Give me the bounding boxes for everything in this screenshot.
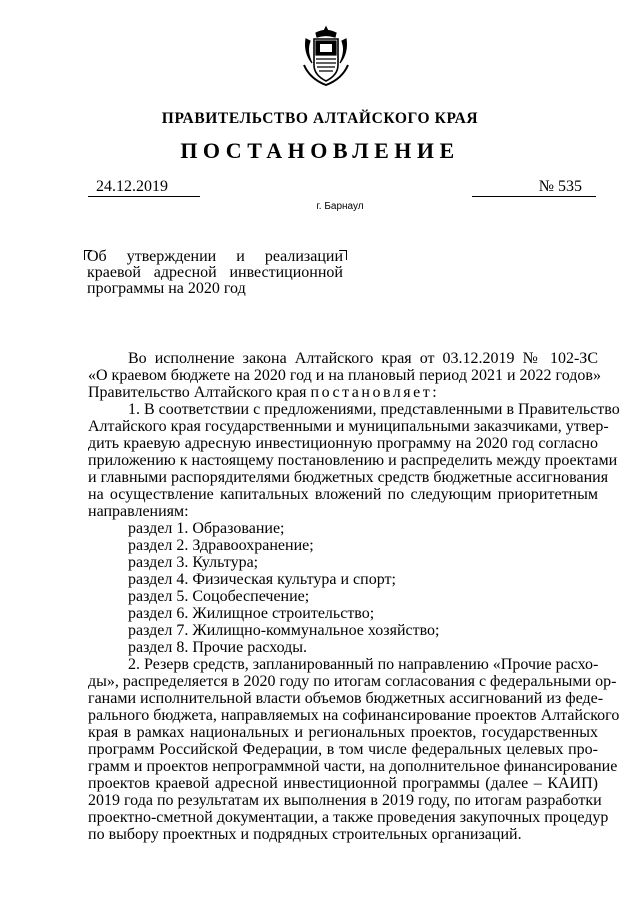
body-line: рального бюджета, направляемых на софинансирование проектов Алтайского bbox=[88, 707, 620, 724]
body-line: приложению к настоящему постановлению и распределить между проектами bbox=[88, 452, 618, 469]
section-item: раздел 4. Физическая культура и спорт; bbox=[128, 571, 396, 588]
subject-line: Об утверждении и реализации bbox=[87, 248, 344, 265]
coat-of-arms-emblem bbox=[302, 25, 350, 87]
body-line: грамм и проектов непрограммной части, на дополнительное финансирование bbox=[88, 758, 618, 775]
body-line: Правительство Алтайского края постановляет: bbox=[88, 384, 440, 401]
section-item: раздел 8. Прочие расходы. bbox=[128, 639, 308, 656]
subject-corner-left bbox=[84, 250, 92, 260]
document-type-title: ПОСТАНОВЛЕНИЕ bbox=[180, 138, 460, 163]
document-number: № 535 bbox=[472, 178, 596, 197]
city-name: г. Барнаул bbox=[316, 201, 364, 212]
subject-corner-right bbox=[339, 250, 347, 260]
subject-line: краевой адресной инвестиционной bbox=[87, 264, 343, 281]
government-name: ПРАВИТЕЛЬСТВО АЛТАЙСКОГО КРАЯ bbox=[161, 110, 479, 127]
section-item: раздел 7. Жилищно-коммунальное хозяйство; bbox=[128, 622, 440, 639]
body-line: Во исполнение закона Алтайского края от 03.12.2019 № 102-ЗС bbox=[128, 350, 598, 367]
body-line: проектно-сметной документации, а также проведения закупочных процедур bbox=[88, 809, 609, 826]
subject-line: программы на 2020 год bbox=[87, 280, 246, 297]
section-item: раздел 2. Здравоохранение; bbox=[128, 537, 314, 554]
body-line: 2. Резерв средств, запланированный по направлению «Прочие расхо- bbox=[128, 656, 599, 673]
resolves-keyword: постановляет: bbox=[310, 384, 440, 401]
body-line: 1. В соответствии с предложениями, представленными в Правительство bbox=[128, 401, 620, 418]
body-line: по выбору проектных и подрядных строительных организаций. bbox=[88, 826, 522, 843]
body-line: ганами исполнительной власти объемов бюджетных ассигнований из феде- bbox=[88, 690, 604, 707]
body-line: направлениям: bbox=[88, 503, 189, 520]
document-subject bbox=[87, 249, 343, 297]
document-body bbox=[88, 350, 620, 843]
section-item: раздел 6. Жилищное строительство; bbox=[128, 605, 375, 622]
body-line: программ Российской Федерации, в том числе федеральных целевых про- bbox=[88, 741, 598, 758]
body-line: 2019 года по результатам их выполнения в 2019 году, по итогам разработки bbox=[88, 792, 602, 809]
body-line: проектов краевой адресной инвестиционной программы (далее – КАИП) bbox=[88, 775, 598, 792]
body-line: Алтайского края государственными и муниципальными заказчиками, утвер- bbox=[88, 418, 609, 435]
body-line: «О краевом бюджете на 2020 год и на плановый период 2021 и 2022 годов» bbox=[88, 367, 601, 384]
body-line: дить краевую адресную инвестиционную программу на 2020 год согласно bbox=[88, 435, 598, 452]
body-line: ды», распределяется в 2020 году по итогам согласования с федеральными ор- bbox=[88, 673, 617, 690]
body-line: и главными распорядителями бюджетных средств бюджетные ассигнования bbox=[88, 469, 609, 486]
body-line: края в рамках национальных и региональных проектов, государственных bbox=[88, 724, 598, 741]
body-line: на осуществление капитальных вложений по следующим приоритетным bbox=[88, 486, 598, 503]
section-item: раздел 3. Культура; bbox=[128, 554, 259, 571]
section-item: раздел 1. Образование; bbox=[128, 520, 285, 537]
section-item: раздел 5. Соцобеспечение; bbox=[128, 588, 310, 605]
document-date: 24.12.2019 bbox=[88, 178, 200, 197]
